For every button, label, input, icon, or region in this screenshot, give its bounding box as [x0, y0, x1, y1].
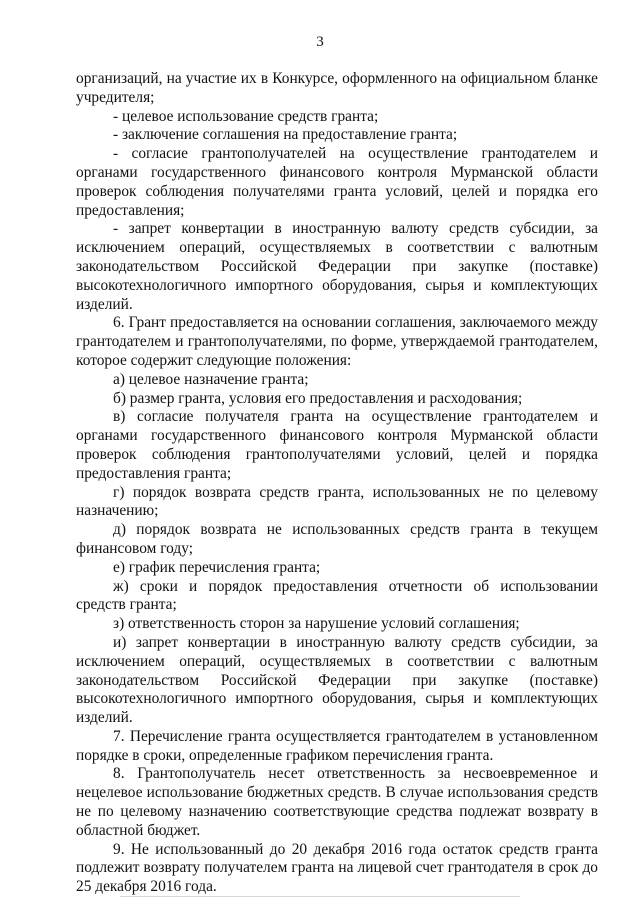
paragraph: - заключение соглашения на предоставление гранта; [113, 126, 458, 144]
paragraph: 8. Грантополучатель несет ответственность за несвоевременное и нецелевое использование бюджетных средств. В случае использования средств не по целевому назначению соответствующие средства подлежат возврату в областной бюджет. [76, 765, 598, 839]
scan-edge-line [120, 896, 520, 897]
paragraph: е) график перечисления гранта; [113, 558, 321, 576]
paragraph: б) размер гранта, условия его предоставления и расходования; [113, 389, 523, 407]
paragraph: г) порядок возврата средств гранта, использованных не по целевому назначению; [76, 483, 598, 520]
paragraph: в) согласие получателя гранта на осуществление грантодателем и органами государственного финансового контроля Мурманской области проверок соблюдения грантополучателями условий, целей и порядка предоставления гранта; [76, 408, 598, 482]
paragraph: д) порядок возврата не использованных средств гранта в текущем финансовом году; [76, 521, 598, 557]
paragraph: 9. Не использованный до 20 декабря 2016 года остаток средств гранта подлежит возврату получателем гранта на лицевой счет грантодателя в срок до 25 декабря 2016 года. [76, 840, 598, 896]
document-body [76, 70, 598, 897]
paragraph: 6. Грант предоставляется на основании соглашения, заключаемого между грантодателем и грантополучателями, по форме, утверждаемой грантодателем, которое содержит следующие положения: [76, 314, 598, 369]
paragraph: 7. Перечисление гранта осуществляется грантодателем в установленном порядке в сроки, определенные графиком перечисления гранта. [76, 727, 598, 764]
paragraph: ж) сроки и порядок предоставления отчетности об использовании средств гранта; [76, 577, 598, 614]
paragraph: организаций, на участие их в Конкурсе, оформленного на официальном бланке учредителя; [76, 70, 598, 106]
paragraph: - целевое использование средств гранта; [113, 107, 379, 125]
paragraph: - запрет конвертации в иностранную валюту средств субсидии, за исключением операций, осуществляемых в соответствии с валютным законодательством Российской Федерации при закупке (поставке) высокотехнологичного импортного оборудования, сырья и комплектующих изделий. [76, 220, 598, 313]
paragraph: з) ответственность сторон за нарушение условий соглашения; [113, 615, 520, 633]
page-number: 3 [316, 34, 324, 50]
paragraph: и) запрет конвертации в иностранную валюту средств субсидии, за исключением операций, осуществляемых в соответствии с валютным законодательством Российской Федерации при закупке (поставке) высокотехнологичного импортного оборудования, сырья и комплектующих изделий. [76, 633, 598, 727]
paragraph: а) целевое назначение гранта; [113, 370, 309, 388]
paragraph: - согласие грантополучателей на осуществление грантодателем и органами государственного финансового контроля Мурманской области проверок соблюдения получателями гранта условий, целей и порядка его предоставления; [76, 145, 598, 219]
